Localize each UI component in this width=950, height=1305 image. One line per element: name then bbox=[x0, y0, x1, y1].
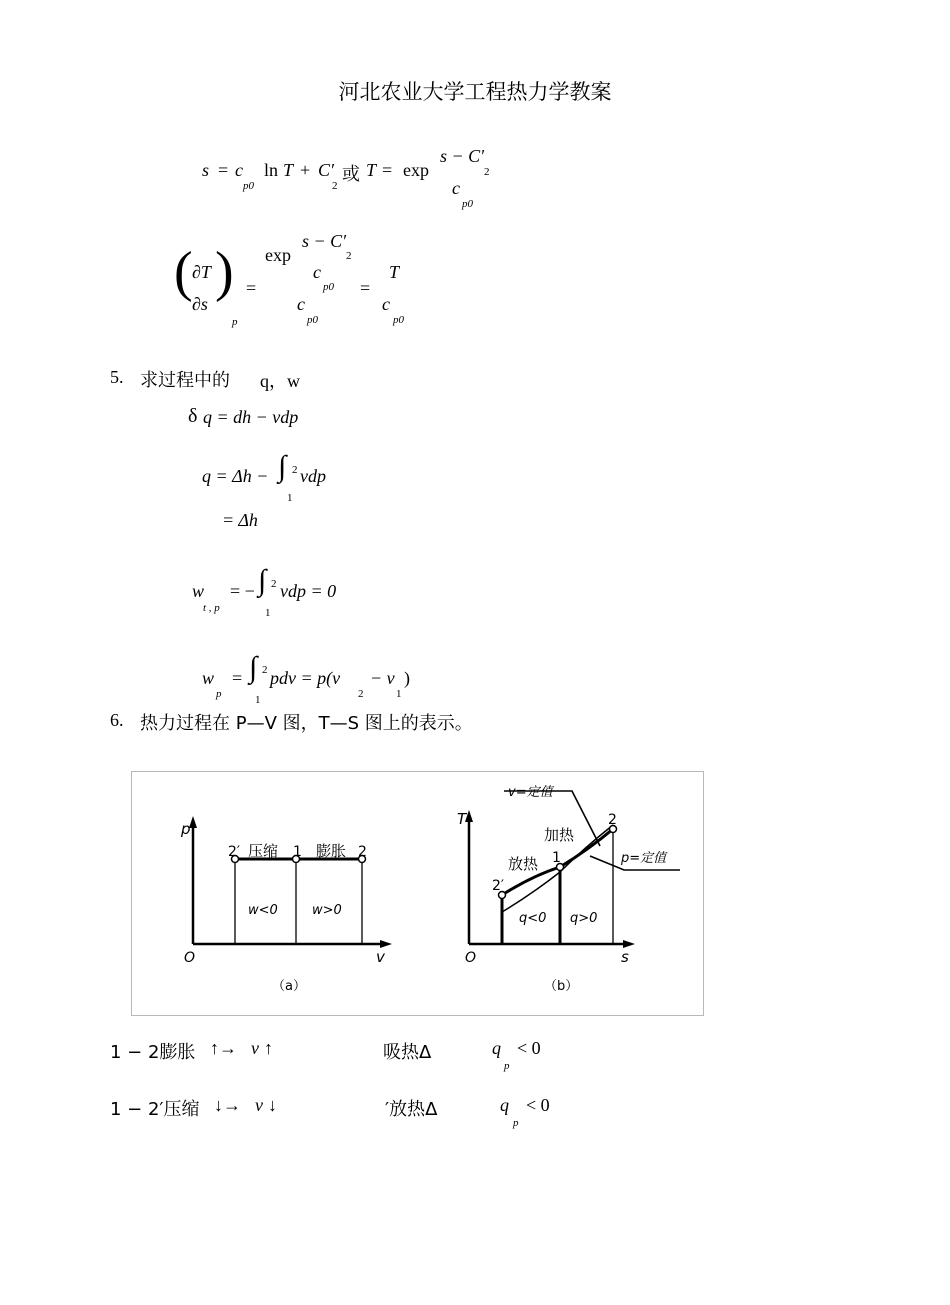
f5-w: w bbox=[202, 668, 215, 688]
right-paren: ) bbox=[215, 241, 234, 303]
f1-delta: δ bbox=[188, 405, 198, 427]
ts-heat-pos: q>0 bbox=[570, 911, 598, 926]
section-5-text: 求过程中的 bbox=[140, 370, 230, 391]
pv-work-neg: w<0 bbox=[248, 903, 278, 918]
eq1-C-sub: 2 bbox=[332, 180, 338, 192]
eq1-den: c bbox=[452, 178, 460, 198]
ts-release-label: 放热 bbox=[508, 855, 539, 873]
f5-lower: 1 bbox=[255, 694, 261, 706]
ts-v-const-label: v=定值 bbox=[508, 785, 553, 800]
pv-expand-label: 膨胀 bbox=[316, 842, 347, 860]
eq1-c-sub: p0 bbox=[243, 180, 254, 192]
eq2-den2-sub: p0 bbox=[393, 314, 404, 326]
eq2-num-sub: 2 bbox=[346, 250, 352, 262]
eq2-ds: ∂s bbox=[192, 294, 208, 314]
eq2-eq2: = bbox=[360, 278, 371, 298]
eq2-eq: = bbox=[246, 278, 257, 298]
row1-q: q bbox=[492, 1038, 501, 1058]
pv-compress-label: 压缩 bbox=[248, 842, 279, 860]
row2-down: ↓ bbox=[268, 1095, 277, 1115]
f2-lower: 1 bbox=[287, 492, 293, 504]
section-6-number: 6. bbox=[110, 710, 124, 730]
ts-axis-x-label: s bbox=[621, 948, 629, 966]
f4-eq: = − bbox=[230, 581, 255, 601]
f4-upper: 2 bbox=[271, 578, 277, 590]
page-title: 河北农业大学工程热力学教案 bbox=[338, 80, 612, 104]
eq1-num-sub: 2 bbox=[484, 166, 490, 178]
row2-q: q bbox=[500, 1095, 509, 1115]
eq1-T: T bbox=[283, 160, 294, 180]
eq1-c: c bbox=[235, 160, 243, 180]
pv-caption: （a） bbox=[272, 979, 306, 994]
ts-y-arrow bbox=[465, 810, 473, 822]
f4-w: w bbox=[192, 581, 205, 601]
ts-label-2: 2 bbox=[608, 812, 617, 828]
eq2-dT: ∂T bbox=[192, 262, 211, 282]
eq1-ln: ln bbox=[264, 160, 279, 180]
f5-sub2: 2 bbox=[358, 688, 364, 700]
eq2-mid-c: c bbox=[313, 262, 321, 282]
row1-v: v bbox=[251, 1038, 259, 1058]
f5-minus: − v bbox=[370, 668, 395, 688]
ts-label-1: 1 bbox=[552, 850, 561, 866]
row1-label: 1 − 2膨胀 bbox=[110, 1042, 196, 1063]
row2-heat: ′放热Δ bbox=[385, 1099, 438, 1120]
f1-body: q = dh − vdp bbox=[203, 407, 299, 427]
eq1-C: C′ bbox=[318, 160, 334, 180]
pv-x-arrow bbox=[380, 940, 392, 948]
row2-label: 1 − 2′压缩 bbox=[110, 1099, 200, 1120]
eq1-exp: exp bbox=[403, 160, 429, 180]
eq1-plus: + bbox=[300, 160, 311, 180]
eq2-T: T bbox=[389, 262, 400, 282]
row2-arrows: ↓→ bbox=[214, 1095, 241, 1115]
ts-origin-label: O bbox=[465, 950, 477, 966]
f5-upper: 2 bbox=[262, 664, 268, 676]
f5-rhs: pdv = p(v bbox=[270, 668, 341, 688]
row1-up: ↑ bbox=[264, 1038, 273, 1058]
pv-axis-x-label: v bbox=[376, 948, 385, 966]
ts-p-const-label: p=定值 bbox=[621, 851, 667, 866]
f2-lhs: q = Δh − bbox=[202, 466, 269, 486]
row2-q-sub: p bbox=[513, 1117, 519, 1129]
f4-sub: t , p bbox=[203, 602, 220, 614]
row1-heat: 吸热Δ bbox=[383, 1042, 432, 1063]
pv-origin-label: O bbox=[184, 950, 196, 966]
row1-arrows: ↑→ bbox=[210, 1038, 237, 1058]
f2-integral: ∫ bbox=[278, 450, 287, 483]
f5-eq: = bbox=[232, 668, 243, 688]
f4-integral: ∫ bbox=[258, 564, 267, 597]
f3-result: = Δh bbox=[222, 510, 258, 530]
row1-rel: < 0 bbox=[517, 1038, 541, 1058]
f2-upper: 2 bbox=[292, 464, 298, 476]
process-diagram-figure bbox=[131, 771, 704, 1016]
pv-label-2p: 2′ bbox=[228, 844, 241, 860]
ts-label-2p: 2′ bbox=[492, 878, 505, 894]
f5-close: ) bbox=[404, 668, 410, 688]
eq2-den-c: c bbox=[297, 294, 305, 314]
eq1-eq: = bbox=[218, 160, 229, 180]
f2-rhs: vdp bbox=[300, 466, 326, 486]
eq1-T2: T bbox=[366, 160, 377, 180]
eq2-den2-c: c bbox=[382, 294, 390, 314]
eq1-den-sub: p0 bbox=[462, 198, 473, 210]
section-6-text: 热力过程在 P—V 图，T—S 图上的表示。 bbox=[140, 713, 473, 734]
eq2-mid-sub: p0 bbox=[323, 281, 334, 293]
ts-heat-neg: q<0 bbox=[519, 911, 547, 926]
pv-label-1: 1 bbox=[293, 844, 302, 860]
left-paren: ( bbox=[174, 241, 193, 303]
eq1-or: 或 bbox=[342, 164, 360, 185]
section-5-number: 5. bbox=[110, 367, 124, 387]
f5-integral: ∫ bbox=[249, 651, 258, 684]
eq2-p: p bbox=[232, 316, 238, 328]
eq2-exp: exp bbox=[265, 245, 291, 265]
eq2-den-sub: p0 bbox=[307, 314, 318, 326]
process-diagram-svg bbox=[132, 772, 703, 1015]
pv-work-pos: w>0 bbox=[312, 903, 342, 918]
eq2-num: s − C′ bbox=[302, 231, 347, 251]
section-5-vars: q，w bbox=[260, 371, 300, 391]
f4-rhs: vdp = 0 bbox=[280, 581, 337, 601]
ts-x-arrow bbox=[623, 940, 635, 948]
f5-sub: p bbox=[216, 688, 222, 700]
eq1-num: s − C′ bbox=[440, 146, 485, 166]
ts-axis-y-label: T bbox=[457, 810, 467, 828]
row2-rel: < 0 bbox=[526, 1095, 550, 1115]
eq1-s: s bbox=[202, 160, 210, 180]
pv-diagram bbox=[189, 816, 392, 948]
ts-heat-label: 加热 bbox=[544, 826, 575, 844]
row2-v: v bbox=[255, 1095, 263, 1115]
f4-lower: 1 bbox=[265, 607, 271, 619]
eq1-eq2: = bbox=[382, 160, 393, 180]
ts-caption: （b） bbox=[544, 979, 579, 994]
pv-axis-y-label: p bbox=[181, 820, 191, 838]
pv-label-2: 2 bbox=[358, 844, 367, 860]
f5-sub1: 1 bbox=[396, 688, 402, 700]
row1-q-sub: p bbox=[504, 1060, 510, 1072]
